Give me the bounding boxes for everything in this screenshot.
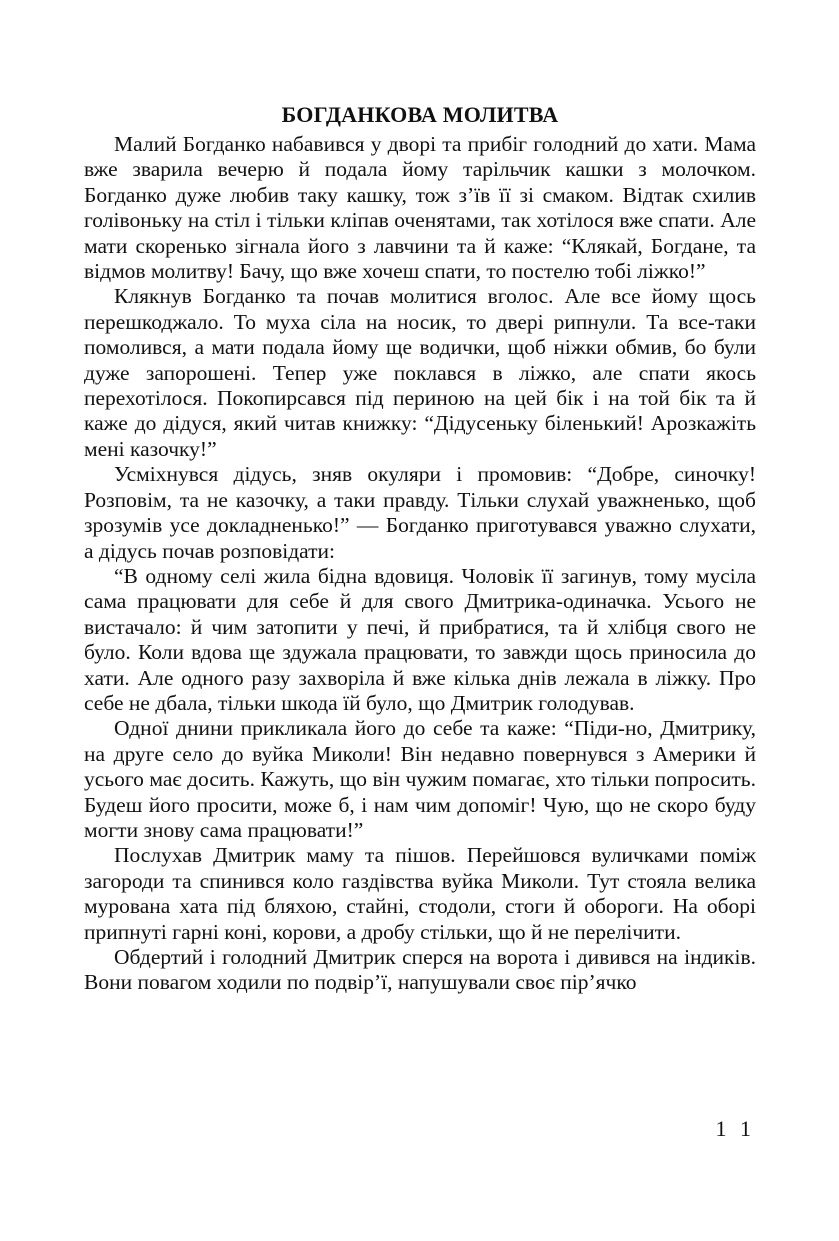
paragraph-6: Послухав Дмитрик маму та пішов. Перейшовся вуличками поміж загороди та спинився коло газдівства вуйка Миколи. Тут стояла велика мурована хата під бляхою, стайні, стодоли, стоги й обороги. На оборі припнуті гарні коні, корови, а дробу стільки, що й не перелічити. (84, 843, 756, 944)
paragraph-1: Малий Богданко набавився у дворі та прибіг голодний до хати. Мама вже зварила вечерю й подала йому тарільчик кашки з молочком. Богданко дуже любив таку кашку, тож з’їв її зі смаком. Відтак схилив голівоньку на стіл і тільки кліпав оченятами, так хотілося вже спати. Але мати скоренько зігнала його з лавчини та й каже: “Клякай, Богдане, та відмов молитву! Бачу, що вже хочеш спати, то постелю тобі ліжко!” (84, 132, 756, 284)
paragraph-3: Усміхнувся дідусь, зняв окуляри і промовив: “Добре, синочку! Розповім, та не казочку, а таки правду. Тільки слухай уважненько, щоб зрозумів усе докладненько!” — Богданко приготувався уважно слухати, а дідусь почав розповідати: (84, 462, 756, 563)
paragraph-7: Обдертий і голодний Дмитрик сперся на ворота і дивився на індиків. Вони повагом ходили по подвір’ї, напушували своє пір’ячко (84, 945, 756, 995)
paragraph-2: Клякнув Богданко та почав молитися вголос. Але все йому щось перешкоджало. То муха сіла на носик, то двері рипнули. Та все-таки помолився, а мати подала йому ще водички, щоб ніжки обмив, бо були дуже запорошені. Тепер уже поклався в ліжко, але спати якось перехотілося. Покопирсався під периною на цей бік і на той бік та й каже до дідуся, який читав книжку: “Дідусеньку біленький! Арозкажіть мені казочку!” (84, 284, 756, 461)
page-number: 1 1 (715, 1116, 755, 1141)
paragraph-5: Одної днини прикликала його до себе та каже: “Піди-но, Дмитрику, на друге село до вуйка Миколи! Він недавно повернувся з Америки й усього має досить. Кажуть, що він чужим помагає, хто тільки попросить. Будеш його просити, може б, і нам чим допоміг! Чую, що не скоро буду могти знову сама працювати!” (84, 716, 756, 842)
page-title: БОГДАНКОВА МОЛИТВА (281, 102, 559, 127)
paragraph-4: “В одному селі жила бідна вдовиця. Чоловік її загинув, тому мусіла сама працювати для себе й для свого Дмитрика-одиначка. Усього не вистачало: й чим затопити у печі, й прибратися, та й хлібця свого не було. Коли вдова ще здужала працювати, то завжди щось приносила до хати. Але одного разу захворіла й вже кілька днів лежала в ліжку. Про себе не дбала, тільки шкода їй було, що Дмитрик голодував. (84, 563, 756, 715)
page-content (84, 102, 756, 996)
